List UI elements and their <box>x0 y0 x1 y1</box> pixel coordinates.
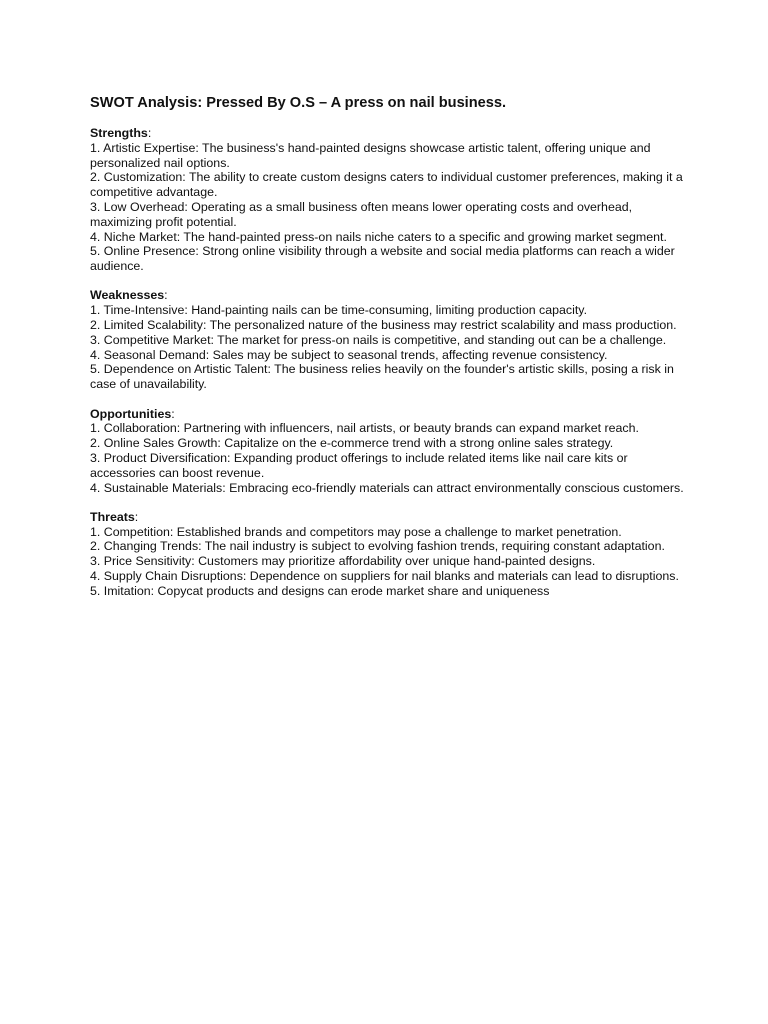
section-heading <box>90 288 690 303</box>
item-list <box>90 525 690 599</box>
item-list <box>90 303 690 392</box>
list-item: 2. Customization: The ability to create custom designs caters to individual customer preferences, making it a competitive advantage. <box>90 170 683 200</box>
section-heading-colon: : <box>164 288 168 303</box>
list-item: 2. Online Sales Growth: Capitalize on the e-commerce trend with a strong online sales strategy. <box>90 436 614 451</box>
section-heading <box>90 126 690 141</box>
list-item: 1. Collaboration: Partnering with influencers, nail artists, or beauty brands can expand market reach. <box>90 421 639 436</box>
list-item: 3. Product Diversification: Expanding product offerings to include related items like nail care kits or accessories can boost revenue. <box>90 450 628 480</box>
item-list <box>90 421 690 495</box>
list-item: 3. Competitive Market: The market for press-on nails is competitive, and standing out can be a challenge. <box>90 332 667 347</box>
list-item: 1. Competition: Established brands and competitors may pose a challenge to market penetration. <box>90 524 622 539</box>
list-item: 4. Seasonal Demand: Sales may be subject to seasonal trends, affecting revenue consistency. <box>90 347 608 362</box>
section-heading-label: Threats <box>90 509 135 524</box>
item-list <box>90 141 690 274</box>
list-item: 5. Imitation: Copycat products and designs can erode market share and uniqueness <box>90 583 550 598</box>
section-heading <box>90 510 690 525</box>
list-item: 4. Niche Market: The hand-painted press-on nails niche caters to a specific and growing market segment. <box>90 229 667 244</box>
list-item: 2. Limited Scalability: The personalized nature of the business may restrict scalability and mass production. <box>90 318 677 333</box>
list-item: 4. Sustainable Materials: Embracing eco-friendly materials can attract environmentally conscious customers. <box>90 480 684 495</box>
section-weaknesses <box>90 288 690 392</box>
section-heading-label: Weaknesses <box>90 288 165 303</box>
list-item: 5. Dependence on Artistic Talent: The business relies heavily on the founder's artistic skills, posing a risk in case of unavailability. <box>90 362 674 392</box>
section-heading <box>90 407 690 422</box>
section-heading-label: Strengths <box>90 126 148 140</box>
list-item: 5. Online Presence: Strong online visibility through a website and social media platforms can reach a wider audience. <box>90 244 675 274</box>
section-strengths <box>90 126 690 274</box>
section-heading-label: Opportunities <box>90 406 172 421</box>
document-title: SWOT Analysis: Pressed By O.S – A press on nail business. <box>90 95 507 111</box>
section-threats <box>90 510 690 599</box>
section-heading-colon: : <box>147 126 152 140</box>
list-item: 3. Low Overhead: Operating as a small business often means lower operating costs and overhead, maximizing profit potential. <box>90 199 633 229</box>
section-heading-colon: : <box>134 509 139 524</box>
list-item: 1. Time-Intensive: Hand-painting nails can be time-consuming, limiting production capacity. <box>90 303 588 318</box>
list-item: 3. Price Sensitivity: Customers may prioritize affordability over unique hand-painted designs. <box>90 554 596 569</box>
list-item: 2. Changing Trends: The nail industry is subject to evolving fashion trends, requiring constant adaptation. <box>90 539 665 554</box>
document-page <box>90 94 690 613</box>
list-item: 1. Artistic Expertise: The business's hand-painted designs showcase artistic talent, offering unique and personalized nail options. <box>90 140 651 170</box>
section-heading-colon: : <box>171 406 175 421</box>
list-item: 4. Supply Chain Disruptions: Dependence on suppliers for nail blanks and materials can lead to disruptions. <box>90 569 679 584</box>
section-opportunities <box>90 407 690 496</box>
